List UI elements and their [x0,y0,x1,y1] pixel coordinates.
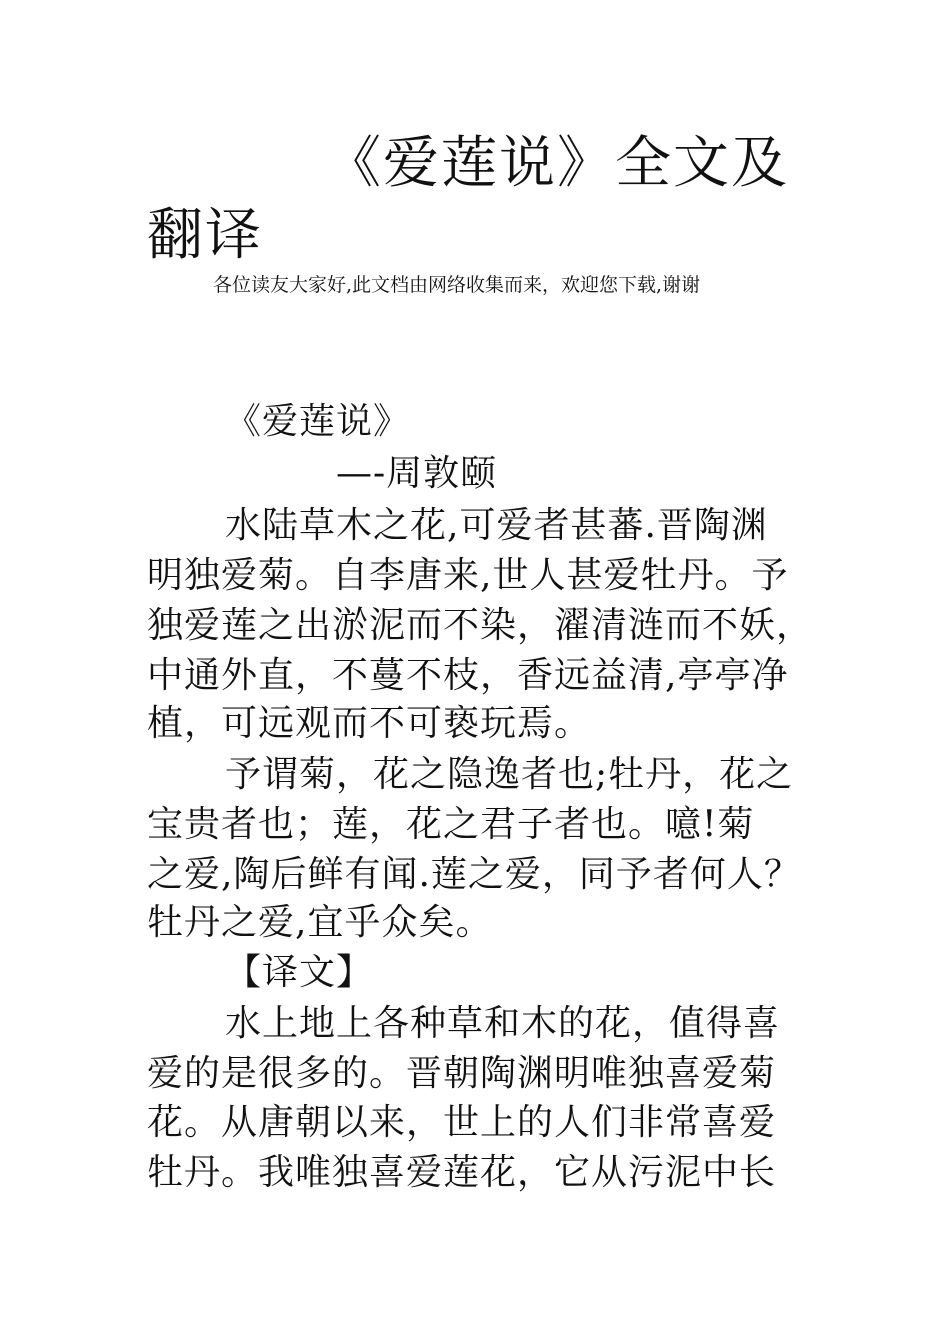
translation-text-line: 花。从唐朝以来，世上的人们非常喜爱 [147,1102,777,1143]
original-text-line: 牡丹之爱,宜乎众矣。 [147,902,493,943]
original-text-line: 水陆草木之花,可爱者甚蕃.晋陶渊 [225,505,768,546]
document-title-line-2: 翻译 [147,203,263,268]
original-text-line: 予谓菊，花之隐逸者也;牡丹，花之 [225,754,794,795]
translation-text-line: 爱的是很多的。晋朝陶渊明唯独喜爱菊 [147,1053,777,1094]
original-text-line: 宝贵者也；莲，花之君子者也。噫!菊 [147,804,755,845]
translation-text-line: 水上地上各种草和木的花，值得喜 [225,1003,781,1044]
document-title-line-1: 《爱莲说》全文及 [325,131,789,196]
translation-heading: 【译文】 [225,952,374,993]
original-text-line: 独爱莲之出淤泥而不染，濯清涟而不妖， [147,605,814,646]
original-text-line: 明独爱菊。自李唐来,世人甚爱牡丹。予 [147,555,789,596]
original-text-line: 中通外直，不蔓不枝，香远益清,亭亭净 [147,655,789,696]
translation-text-line: 牡丹。我唯独喜爱莲花，它从污泥中长 [147,1152,777,1193]
poem-title: 《爱莲说》 [225,401,411,442]
download-notice: 各位读友大家好,此文档由网络收集而来，欢迎您下载,谢谢 [213,274,701,296]
poem-author: —-周敦颐 [336,453,498,494]
original-text-line: 之爱,陶后鲜有闻.莲之爱，同予者何人？ [147,854,801,895]
original-text-line: 植，可远观而不可亵玩焉。 [147,703,592,744]
